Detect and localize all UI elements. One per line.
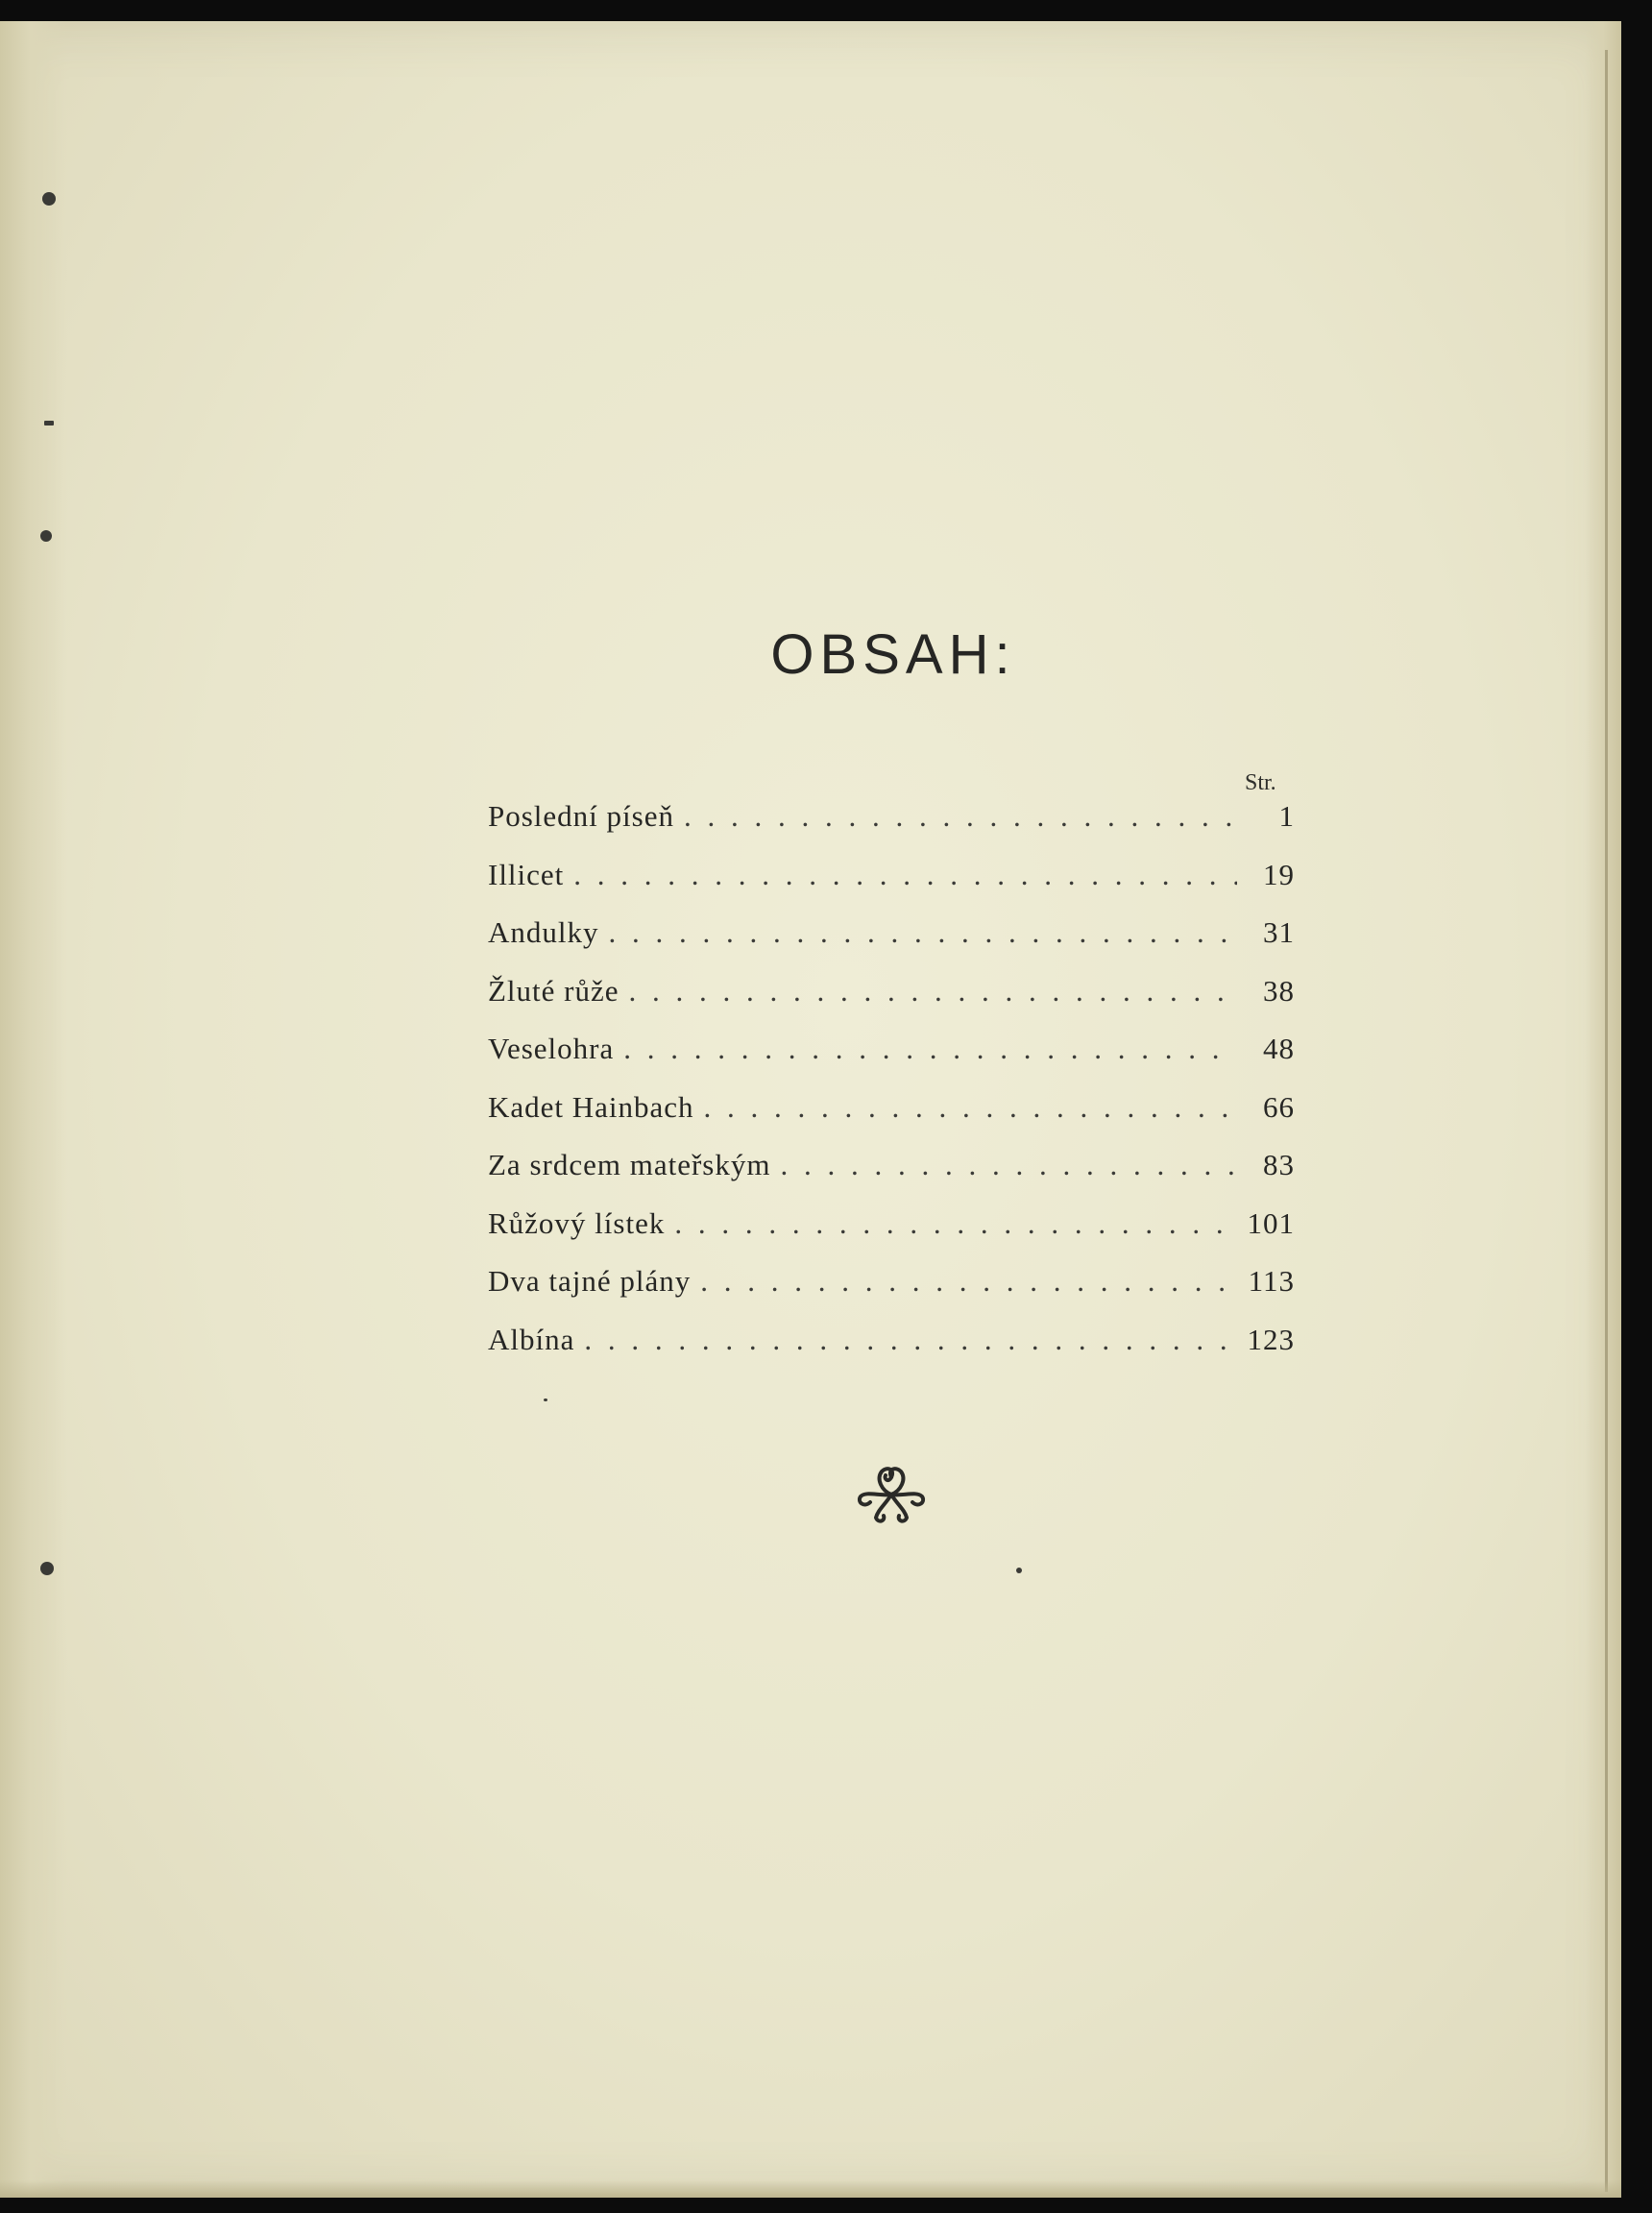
binding-speck — [40, 530, 52, 542]
toc-entry-title: Andulky — [488, 915, 599, 949]
toc-entry-page: 38 — [1263, 973, 1295, 1008]
toc-entry-page: 101 — [1247, 1205, 1295, 1240]
toc-entry-page: 19 — [1263, 857, 1295, 891]
page-bottom-edge — [0, 2180, 1621, 2198]
toc-entry — [488, 799, 1295, 858]
toc-entry — [488, 915, 1295, 974]
toc-entry-title: Veselohra — [488, 1032, 615, 1065]
binding-speck — [42, 192, 56, 206]
toc-leader-dots — [674, 1206, 1237, 1241]
toc-entry-title: Albína — [488, 1322, 575, 1356]
toc-leader-dots — [704, 1090, 1237, 1125]
toc-entry — [488, 858, 1295, 916]
page-right-edge — [1585, 21, 1621, 2198]
toc-entry — [488, 1264, 1295, 1323]
toc-leader-dots — [780, 1148, 1237, 1182]
toc-leader-dots — [573, 858, 1237, 892]
toc-entry-page: 66 — [1263, 1089, 1295, 1124]
toc-entry-title: Poslední píseň — [488, 799, 674, 833]
toc-entry — [488, 974, 1295, 1033]
toc-entry — [488, 1148, 1295, 1206]
fleuron-icon — [853, 1462, 930, 1529]
table-of-contents — [488, 799, 1295, 1380]
toc-leader-dots — [684, 799, 1237, 834]
page-title: OBSAH: — [770, 623, 1016, 686]
toc-leader-dots — [623, 1032, 1237, 1066]
toc-leader-dots — [629, 974, 1237, 1009]
toc-entry-page: 48 — [1263, 1032, 1295, 1065]
book-page — [0, 21, 1621, 2198]
toc-entry — [488, 1206, 1295, 1265]
toc-leader-dots — [584, 1323, 1237, 1357]
toc-entry-title: Žluté růže — [488, 973, 620, 1008]
toc-entry-page: 1 — [1278, 799, 1295, 833]
toc-entry — [488, 1323, 1295, 1381]
toc-leader-dots — [609, 915, 1238, 950]
toc-leader-dots — [700, 1264, 1237, 1299]
toc-entry-title: Dva tajné plány — [488, 1264, 692, 1298]
toc-entry-page: 83 — [1263, 1148, 1295, 1181]
toc-entry-title: Illicet — [488, 857, 565, 891]
toc-entry-title: Za srdcem mateřským — [488, 1148, 771, 1181]
toc-entry-page: 123 — [1247, 1322, 1295, 1356]
toc-entry-title: Růžový lístek — [488, 1205, 666, 1240]
paper-speck — [1016, 1568, 1022, 1573]
toc-entry-title: Kadet Hainbach — [488, 1089, 694, 1124]
toc-entry-page: 113 — [1248, 1264, 1295, 1298]
page-gutter — [0, 21, 67, 2198]
toc-entry-page: 31 — [1263, 915, 1295, 949]
page-column-label: Str. — [1245, 770, 1276, 795]
binding-speck — [44, 421, 54, 426]
paper-speck — [544, 1398, 547, 1401]
binding-speck — [40, 1562, 54, 1575]
toc-entry — [488, 1032, 1295, 1090]
toc-entry — [488, 1090, 1295, 1149]
